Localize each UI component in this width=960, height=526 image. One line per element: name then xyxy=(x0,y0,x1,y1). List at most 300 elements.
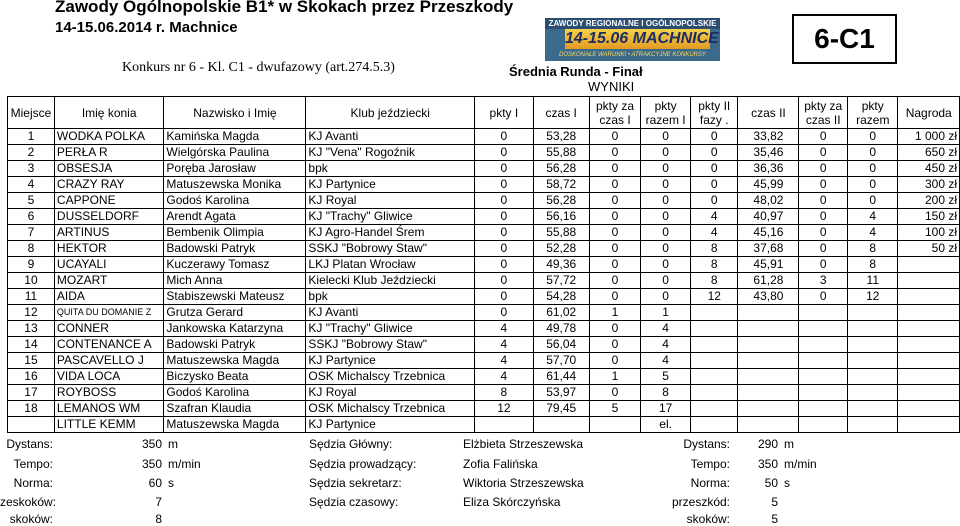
cell-rider: Godoś Karolina xyxy=(164,385,306,401)
cell-czas2 xyxy=(738,353,799,369)
cell-czas2: 48,02 xyxy=(738,193,799,209)
cell-horse: UCAYALI xyxy=(54,257,163,273)
cell-pkty-razem xyxy=(848,401,898,417)
col-miejsce: Miejsce xyxy=(8,97,55,129)
table-header xyxy=(8,97,960,129)
cell-pkty-za-czas1 xyxy=(589,417,641,433)
cell-pkty-za-czas1: 0 xyxy=(589,129,641,145)
cell-czas2 xyxy=(738,369,799,385)
cell-czas2: 43,80 xyxy=(738,289,799,305)
cell-czas2 xyxy=(738,417,799,433)
cell-rider: Badowski Patryk xyxy=(164,337,306,353)
cell-rider: Matuszewska Monika xyxy=(164,177,306,193)
cell-pkty-razem xyxy=(848,321,898,337)
cell-pkty1: 8 xyxy=(475,385,534,401)
footer-right-value: 350 xyxy=(757,457,778,471)
table-row xyxy=(8,241,960,257)
cell-place: 15 xyxy=(8,353,55,369)
cell-prize xyxy=(898,321,960,337)
cell-pkty-za-czas2: 0 xyxy=(799,225,848,241)
cell-club: KJ Royal xyxy=(306,385,475,401)
cell-rider: Kamińska Magda xyxy=(164,129,306,145)
footer-left-value: 350 xyxy=(141,457,162,471)
cell-pkty2 xyxy=(691,417,738,433)
cell-pkty-razem1: 0 xyxy=(641,161,691,177)
cell-club: KJ Partynice xyxy=(306,353,475,369)
cell-club: Kielecki Klub Jeździecki xyxy=(306,273,475,289)
cell-pkty1: 0 xyxy=(475,161,534,177)
cell-pkty-za-czas2 xyxy=(799,385,848,401)
cell-prize: 100 zł xyxy=(898,225,960,241)
cell-place: 5 xyxy=(8,193,55,209)
cell-czas2: 35,46 xyxy=(738,145,799,161)
cell-pkty-razem: 0 xyxy=(848,129,898,145)
cell-horse: ROYBOSS xyxy=(54,385,163,401)
cell-pkty-razem xyxy=(848,417,898,433)
cell-pkty-razem1: 17 xyxy=(641,401,691,417)
cell-pkty-razem1: 0 xyxy=(641,257,691,273)
cell-place: 7 xyxy=(8,225,55,241)
cell-pkty-za-czas1: 1 xyxy=(589,305,641,321)
page-title: Zawody Ogólnopolskie B1* w Skokach przez Przeszkody xyxy=(55,0,514,16)
cell-pkty1: 0 xyxy=(475,289,534,305)
cell-czas1: 56,28 xyxy=(533,161,589,177)
cell-rider: Wielgórska Paulina xyxy=(164,145,306,161)
cell-pkty-za-czas2: 0 xyxy=(799,161,848,177)
footer-right-value: 5 xyxy=(771,512,778,526)
judge-name: Zofia Falińska xyxy=(463,457,538,471)
footer-right-label: Norma: xyxy=(690,476,730,490)
cell-pkty-za-czas2 xyxy=(799,417,848,433)
cell-rider: Matuszewska Magda xyxy=(164,417,306,433)
cell-club: KJ "Vena" Rogoźnik xyxy=(306,145,475,161)
cell-pkty-razem1: 0 xyxy=(641,209,691,225)
cell-horse: QUITA DU DOMANIE Z xyxy=(54,305,163,321)
cell-club: KJ Agro-Handel Śrem xyxy=(306,225,475,241)
col-pkty-za-czas2: pkty za czas II xyxy=(799,97,848,129)
cell-rider: Arendt Agata xyxy=(164,209,306,225)
table-row xyxy=(8,225,960,241)
table-row xyxy=(8,129,960,145)
round-name: Średnia Runda - Finał xyxy=(509,64,643,79)
judge-name: Elżbieta Strzeszewska xyxy=(463,437,584,451)
cell-horse: WODKA POLKA xyxy=(54,129,163,145)
cell-pkty2: 0 xyxy=(691,177,738,193)
cell-pkty2: 0 xyxy=(691,161,738,177)
cell-place: 3 xyxy=(8,161,55,177)
cell-pkty-razem: 0 xyxy=(848,161,898,177)
cell-pkty2: 0 xyxy=(691,193,738,209)
cell-pkty-za-czas1: 0 xyxy=(589,385,641,401)
cell-horse: CAPPONE xyxy=(54,193,163,209)
cell-rider: Mich Anna xyxy=(164,273,306,289)
cell-pkty1: 4 xyxy=(475,337,534,353)
cell-pkty1 xyxy=(475,417,534,433)
cell-pkty2 xyxy=(691,305,738,321)
cell-pkty-razem: 8 xyxy=(848,257,898,273)
cell-pkty2: 8 xyxy=(691,241,738,257)
cell-pkty-razem1: 5 xyxy=(641,369,691,385)
table-row xyxy=(8,417,960,433)
cell-place: 2 xyxy=(8,145,55,161)
cell-place: 1 xyxy=(8,129,55,145)
cell-prize xyxy=(898,401,960,417)
cell-pkty-razem1: 0 xyxy=(641,289,691,305)
cell-czas1: 57,70 xyxy=(533,353,589,369)
cell-pkty-za-czas1: 0 xyxy=(589,257,641,273)
judge-role: Sędzia sekretarz: xyxy=(309,476,402,490)
cell-czas2 xyxy=(738,401,799,417)
cell-pkty-za-czas2: 0 xyxy=(799,257,848,273)
table-row xyxy=(8,305,960,321)
footer-right-label: Tempo: xyxy=(690,457,730,471)
cell-pkty2 xyxy=(691,369,738,385)
col-pkty2-fazy: pkty II fazy . xyxy=(691,97,738,129)
cell-rider: Stabiszewski Mateusz xyxy=(164,289,306,305)
cell-pkty-za-czas2: 0 xyxy=(799,177,848,193)
cell-prize: 450 zł xyxy=(898,161,960,177)
cell-czas1 xyxy=(533,417,589,433)
cell-club: OSK Michalscy Trzebnica xyxy=(306,369,475,385)
table-row xyxy=(8,353,960,369)
cell-club: KJ "Trachy" Gliwice xyxy=(306,321,475,337)
cell-pkty1: 0 xyxy=(475,225,534,241)
cell-place: 8 xyxy=(8,241,55,257)
cell-czas2 xyxy=(738,305,799,321)
table-row xyxy=(8,209,960,225)
cell-czas2 xyxy=(738,321,799,337)
cell-pkty1: 0 xyxy=(475,305,534,321)
cell-prize: 150 zł xyxy=(898,209,960,225)
judge-role: Sędzia prowadzący: xyxy=(309,457,417,471)
cell-czas1: 61,02 xyxy=(533,305,589,321)
cell-pkty2 xyxy=(691,337,738,353)
cell-pkty-razem1: 4 xyxy=(641,337,691,353)
footer-left-unit: m xyxy=(168,437,178,451)
cell-horse: HEKTOR xyxy=(54,241,163,257)
cell-rider: Jankowska Katarzyna xyxy=(164,321,306,337)
cell-horse: VIDA LOCA xyxy=(54,369,163,385)
cell-horse: CRAZY RAY xyxy=(54,177,163,193)
cell-czas2: 45,16 xyxy=(738,225,799,241)
cell-pkty-za-czas2: 0 xyxy=(799,193,848,209)
cell-pkty-razem1: el. xyxy=(641,417,691,433)
cell-pkty1: 0 xyxy=(475,193,534,209)
cell-pkty-razem xyxy=(848,353,898,369)
col-czas2: czas II xyxy=(738,97,799,129)
cell-czas1: 49,78 xyxy=(533,321,589,337)
footer-left-label: zeskoków: xyxy=(0,495,57,509)
cell-pkty-za-czas1: 0 xyxy=(589,193,641,209)
cell-place: 18 xyxy=(8,401,55,417)
cell-prize: 50 zł xyxy=(898,241,960,257)
cell-czas2: 45,99 xyxy=(738,177,799,193)
cell-place: 11 xyxy=(8,289,55,305)
table-row xyxy=(8,401,960,417)
cell-czas2: 45,91 xyxy=(738,257,799,273)
cell-rider: Biczysko Beata xyxy=(164,369,306,385)
judge-role: Sędzia Główny: xyxy=(309,437,393,451)
cell-rider: Kuczerawy Tomasz xyxy=(164,257,306,273)
cell-pkty-razem1: 0 xyxy=(641,193,691,209)
cell-pkty1: 0 xyxy=(475,257,534,273)
cell-pkty-za-czas2 xyxy=(799,401,848,417)
cell-horse: CONNER xyxy=(54,321,163,337)
cell-pkty-za-czas2 xyxy=(799,337,848,353)
cell-czas1: 54,28 xyxy=(533,289,589,305)
cell-pkty-za-czas2 xyxy=(799,321,848,337)
cell-pkty-za-czas2: 0 xyxy=(799,289,848,305)
cell-pkty2: 0 xyxy=(691,129,738,145)
cell-czas1: 58,72 xyxy=(533,177,589,193)
cell-pkty-za-czas1: 0 xyxy=(589,321,641,337)
cell-pkty1: 4 xyxy=(475,353,534,369)
logo-top-text: ZAWODY REGIONALNE I OGÓLNOPOLSKIE xyxy=(545,18,720,29)
cell-club: KJ Avanti xyxy=(306,305,475,321)
cell-rider: Bembenik Olimpia xyxy=(164,225,306,241)
cell-pkty-za-czas2 xyxy=(799,305,848,321)
cell-pkty2: 12 xyxy=(691,289,738,305)
cell-czas1: 56,16 xyxy=(533,209,589,225)
cell-czas2: 37,68 xyxy=(738,241,799,257)
cell-pkty-za-czas2: 0 xyxy=(799,241,848,257)
cell-pkty-za-czas2: 0 xyxy=(799,209,848,225)
cell-prize xyxy=(898,369,960,385)
cell-prize: 1 000 zł xyxy=(898,129,960,145)
cell-horse: ARTINUS xyxy=(54,225,163,241)
cell-place: 12 xyxy=(8,305,55,321)
cell-pkty-razem: 0 xyxy=(848,177,898,193)
footer-left-label: skoków: xyxy=(9,512,53,526)
cell-horse: AIDA xyxy=(54,289,163,305)
cell-club: OSK Michalscy Trzebnica xyxy=(306,401,475,417)
cell-pkty1: 12 xyxy=(475,401,534,417)
cell-club: LKJ Platan Wrocław xyxy=(306,257,475,273)
footer-left-unit: s xyxy=(168,476,174,490)
cell-pkty1: 0 xyxy=(475,273,534,289)
footer-left-value: 8 xyxy=(155,512,162,526)
cell-pkty-razem1: 4 xyxy=(641,321,691,337)
cell-pkty-za-czas1: 0 xyxy=(589,273,641,289)
cell-place: 17 xyxy=(8,385,55,401)
footer-left-value: 60 xyxy=(148,476,162,490)
cell-czas1: 56,04 xyxy=(533,337,589,353)
cell-horse: PASCAVELLO J xyxy=(54,353,163,369)
cell-pkty-za-czas1: 5 xyxy=(589,401,641,417)
cell-pkty-razem xyxy=(848,305,898,321)
footer-right-value: 5 xyxy=(771,495,778,509)
footer-left-label: Tempo: xyxy=(13,457,53,471)
cell-pkty-razem1: 0 xyxy=(641,273,691,289)
col-pkty-razem1: pkty razem I xyxy=(641,97,691,129)
cell-horse: PERŁA R xyxy=(54,145,163,161)
cell-place: 14 xyxy=(8,337,55,353)
footer-right-label: skoków: xyxy=(686,512,730,526)
cell-czas2: 36,36 xyxy=(738,161,799,177)
cell-pkty-razem1: 8 xyxy=(641,385,691,401)
cell-pkty-za-czas1: 0 xyxy=(589,289,641,305)
cell-place xyxy=(8,417,55,433)
cell-pkty-za-czas2 xyxy=(799,369,848,385)
footer-left-unit: m/min xyxy=(168,457,201,471)
cell-pkty1: 0 xyxy=(475,209,534,225)
footer-left-label: Dystans: xyxy=(6,437,53,451)
cell-horse: DUSSELDORF xyxy=(54,209,163,225)
cell-place: 6 xyxy=(8,209,55,225)
cell-pkty2: 8 xyxy=(691,257,738,273)
cell-rider: Grutza Gerard xyxy=(164,305,306,321)
footer-right-value: 50 xyxy=(764,476,778,490)
cell-prize xyxy=(898,337,960,353)
footer-right-unit: s xyxy=(784,476,790,490)
cell-horse: LEMANOS WM xyxy=(54,401,163,417)
cell-horse: MOZART xyxy=(54,273,163,289)
logo-main-text: 14-15.06 MACHNICE xyxy=(565,30,719,47)
cell-pkty1: 0 xyxy=(475,129,534,145)
cell-pkty-za-czas2: 0 xyxy=(799,129,848,145)
cell-pkty-za-czas1: 0 xyxy=(589,353,641,369)
event-dates: 14-15.06.2014 r. Machnice xyxy=(55,19,238,36)
col-pkty-razem: pkty razem xyxy=(848,97,898,129)
cell-pkty-za-czas1: 0 xyxy=(589,161,641,177)
table-row xyxy=(8,337,960,353)
cell-club: KJ Partynice xyxy=(306,417,475,433)
cell-pkty-razem1: 0 xyxy=(641,225,691,241)
footer-right-unit: m xyxy=(784,437,794,451)
cell-prize: 300 zł xyxy=(898,177,960,193)
cell-czas2 xyxy=(738,337,799,353)
cell-pkty-za-czas1: 0 xyxy=(589,225,641,241)
cell-rider: Poręba Jarosław xyxy=(164,161,306,177)
results-label: WYNIKI xyxy=(588,79,635,94)
col-nagroda: Nagroda xyxy=(898,97,960,129)
cell-pkty-razem1: 0 xyxy=(641,145,691,161)
footer-right-value: 290 xyxy=(757,437,778,451)
cell-pkty-razem xyxy=(848,385,898,401)
footer-left-label: Norma: xyxy=(13,476,53,490)
col-czas1: czas I xyxy=(533,97,589,129)
cell-place: 10 xyxy=(8,273,55,289)
cell-club: KJ "Trachy" Gliwice xyxy=(306,209,475,225)
cell-horse: LITTLE KEMM xyxy=(54,417,163,433)
cell-pkty2 xyxy=(691,385,738,401)
cell-rider: Godoś Karolina xyxy=(164,193,306,209)
cell-pkty-za-czas1: 0 xyxy=(589,177,641,193)
cell-place: 9 xyxy=(8,257,55,273)
cell-prize xyxy=(898,353,960,369)
cell-czas2: 40,97 xyxy=(738,209,799,225)
cell-prize xyxy=(898,385,960,401)
cell-pkty1: 0 xyxy=(475,177,534,193)
cell-place: 16 xyxy=(8,369,55,385)
cell-czas1: 56,28 xyxy=(533,193,589,209)
cell-pkty2 xyxy=(691,321,738,337)
table-row xyxy=(8,369,960,385)
col-klub: Klub jeździecki xyxy=(306,97,475,129)
col-pkty1: pkty I xyxy=(475,97,534,129)
judge-role: Sędzia czasowy: xyxy=(309,495,399,509)
cell-pkty-za-czas1: 0 xyxy=(589,337,641,353)
competition-name: Konkurs nr 6 - Kl. C1 - dwufazowy (art.274.5.3) xyxy=(122,60,395,75)
cell-czas1: 55,88 xyxy=(533,145,589,161)
cell-czas1: 57,72 xyxy=(533,273,589,289)
cell-club: bpk xyxy=(306,289,475,305)
cell-club: KJ Avanti xyxy=(306,129,475,145)
table-row xyxy=(8,177,960,193)
cell-prize: 650 zł xyxy=(898,145,960,161)
cell-pkty-razem1: 0 xyxy=(641,129,691,145)
cell-horse: CONTENANCE A xyxy=(54,337,163,353)
competition-code: 6-C1 xyxy=(792,14,897,64)
cell-club: KJ Royal xyxy=(306,193,475,209)
cell-pkty-za-czas1: 0 xyxy=(589,145,641,161)
table-row xyxy=(8,273,960,289)
footer-right-unit: m/min xyxy=(784,457,817,471)
cell-pkty-razem: 8 xyxy=(848,241,898,257)
cell-pkty2: 0 xyxy=(691,145,738,161)
table-row xyxy=(8,257,960,273)
cell-pkty-razem: 4 xyxy=(848,209,898,225)
cell-prize xyxy=(898,289,960,305)
cell-czas2 xyxy=(738,385,799,401)
cell-pkty-razem xyxy=(848,337,898,353)
col-nazwisko: Nazwisko i Imię xyxy=(164,97,306,129)
judge-name: Wiktoria Strzeszewska xyxy=(463,476,584,490)
cell-czas2: 33,82 xyxy=(738,129,799,145)
cell-rider: Matuszewska Magda xyxy=(164,353,306,369)
cell-pkty-razem1: 1 xyxy=(641,305,691,321)
cell-club: bpk xyxy=(306,161,475,177)
cell-prize xyxy=(898,257,960,273)
cell-pkty1: 0 xyxy=(475,241,534,257)
cell-prize: 200 zł xyxy=(898,193,960,209)
col-imie-konia: Imię konia xyxy=(54,97,163,129)
table-row xyxy=(8,145,960,161)
cell-prize xyxy=(898,305,960,321)
cell-pkty-razem: 4 xyxy=(848,225,898,241)
cell-club: SSKJ "Bobrowy Staw" xyxy=(306,241,475,257)
cell-pkty-za-czas1: 1 xyxy=(589,369,641,385)
cell-czas1: 79,45 xyxy=(533,401,589,417)
cell-czas1: 55,88 xyxy=(533,225,589,241)
cell-pkty-za-czas1: 0 xyxy=(589,209,641,225)
cell-rider: Badowski Patryk xyxy=(164,241,306,257)
cell-pkty-razem xyxy=(848,369,898,385)
footer-left-value: 7 xyxy=(155,495,162,509)
table-row xyxy=(8,289,960,305)
cell-czas1: 52,28 xyxy=(533,241,589,257)
cell-pkty1: 4 xyxy=(475,321,534,337)
cell-pkty2: 4 xyxy=(691,225,738,241)
judge-name: Eliza Skórczyńska xyxy=(463,495,561,509)
logo-bottom-text: DOSKONAŁE WARUNKI • ATRAKCYJNE KONKURSY xyxy=(558,52,707,58)
cell-prize xyxy=(898,417,960,433)
cell-pkty-razem1: 0 xyxy=(641,177,691,193)
footer-right-label: przeszkód: xyxy=(671,495,730,509)
cell-pkty2: 8 xyxy=(691,273,738,289)
table-row xyxy=(8,161,960,177)
cell-club: SSKJ "Bobrowy Staw" xyxy=(306,337,475,353)
cell-czas1: 49,36 xyxy=(533,257,589,273)
cell-place: 4 xyxy=(8,177,55,193)
cell-pkty-za-czas2 xyxy=(799,353,848,369)
cell-czas1: 53,97 xyxy=(533,385,589,401)
cell-pkty2: 4 xyxy=(691,209,738,225)
cell-place: 13 xyxy=(8,321,55,337)
footer-right-label: Dystans: xyxy=(683,437,730,451)
cell-club: KJ Partynice xyxy=(306,177,475,193)
cell-czas2: 61,28 xyxy=(738,273,799,289)
